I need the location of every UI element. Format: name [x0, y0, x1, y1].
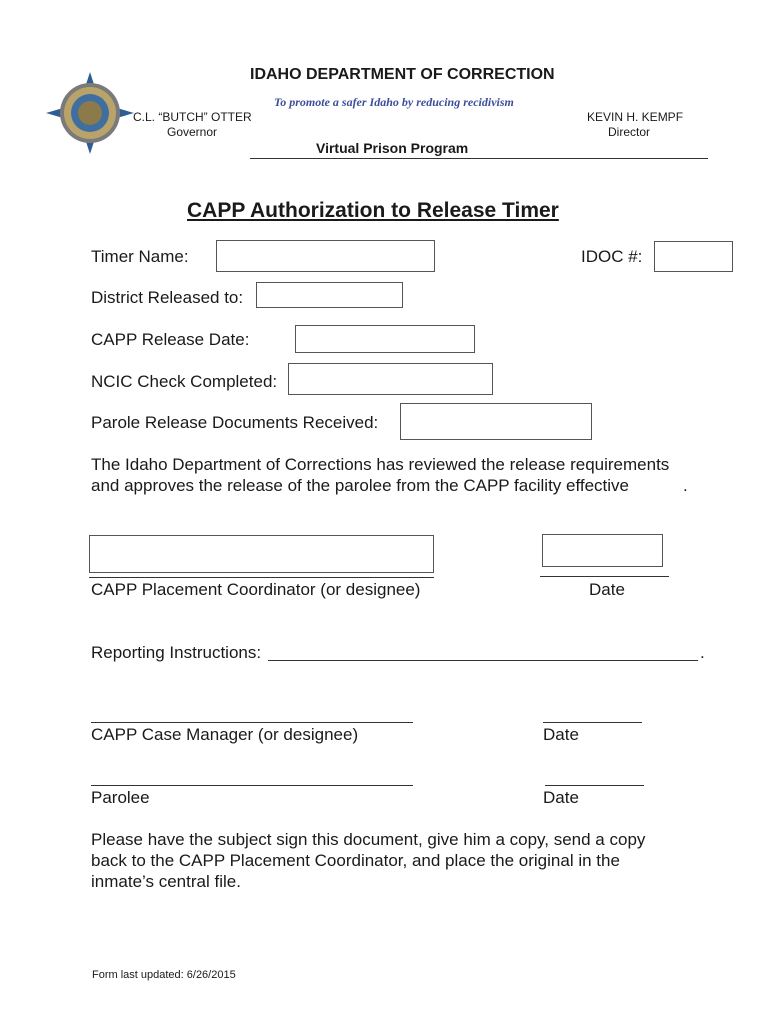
timer-name-label: Timer Name: [91, 247, 189, 266]
program-name: Virtual Prison Program [316, 140, 469, 156]
capp-release-date-label: CAPP Release Date: [91, 330, 250, 349]
coordinator-date-field[interactable] [542, 534, 663, 567]
coordinator-signature-line [89, 577, 434, 578]
district-label: District Released to: [91, 288, 244, 307]
instructions-line-1: Please have the subject sign this document, give him a copy, send a copy [91, 830, 646, 849]
form-title: CAPP Authorization to Release Timer [187, 199, 559, 222]
form-updated-date: Form last updated: 6/26/2015 [92, 969, 236, 981]
governor-title: Governor [167, 125, 218, 139]
case-manager-label: CAPP Case Manager (or designee) [91, 725, 359, 744]
instructions-line-3: inmate’s central file. [91, 872, 241, 891]
director-title: Director [608, 125, 651, 139]
ncic-check-label: NCIC Check Completed: [91, 372, 278, 391]
parolee-signature-line[interactable] [91, 785, 413, 786]
coordinator-date-line [540, 576, 669, 577]
district-field[interactable] [256, 282, 403, 308]
case-manager-date-line[interactable] [543, 722, 642, 723]
capp-release-date-field[interactable] [295, 325, 475, 353]
parole-docs-field[interactable] [400, 403, 592, 440]
parolee-date-line[interactable] [545, 785, 644, 786]
reporting-instructions-line[interactable] [268, 660, 698, 661]
director-name: KEVIN H. KEMPF [587, 110, 684, 124]
department-motto: To promote a safer Idaho by reducing recidivism [274, 95, 514, 109]
coordinator-label: CAPP Placement Coordinator (or designee) [91, 580, 421, 599]
ncic-check-field[interactable] [288, 363, 493, 395]
coordinator-date-label: Date [589, 580, 625, 599]
governor-name: C.L. “BUTCH” OTTER [133, 110, 252, 124]
reporting-instructions-label: Reporting Instructions: [91, 643, 262, 662]
parole-docs-label: Parole Release Documents Received: [91, 413, 379, 432]
header-divider [250, 158, 708, 159]
timer-name-field[interactable] [216, 240, 435, 272]
case-manager-date-label: Date [543, 725, 579, 744]
department-name: IDAHO DEPARTMENT OF CORRECTION [250, 66, 555, 83]
statement-line-2: and approves the release of the parolee from the CAPP facility effective [91, 476, 630, 495]
idoc-number-field[interactable] [654, 241, 733, 272]
statement-line-1: The Idaho Department of Corrections has reviewed the release requirements [91, 455, 670, 474]
instructions-line-2: back to the CAPP Placement Coordinator, and place the original in the [91, 851, 620, 870]
parolee-date-label: Date [543, 788, 579, 807]
idoc-seal-logo [46, 72, 134, 154]
reporting-instructions-period: . [700, 643, 705, 662]
idoc-number-label: IDOC #: [581, 247, 643, 266]
case-manager-signature-line[interactable] [91, 722, 413, 723]
statement-period: . [683, 476, 688, 495]
coordinator-signature-field[interactable] [89, 535, 434, 573]
parolee-label: Parolee [91, 788, 150, 807]
